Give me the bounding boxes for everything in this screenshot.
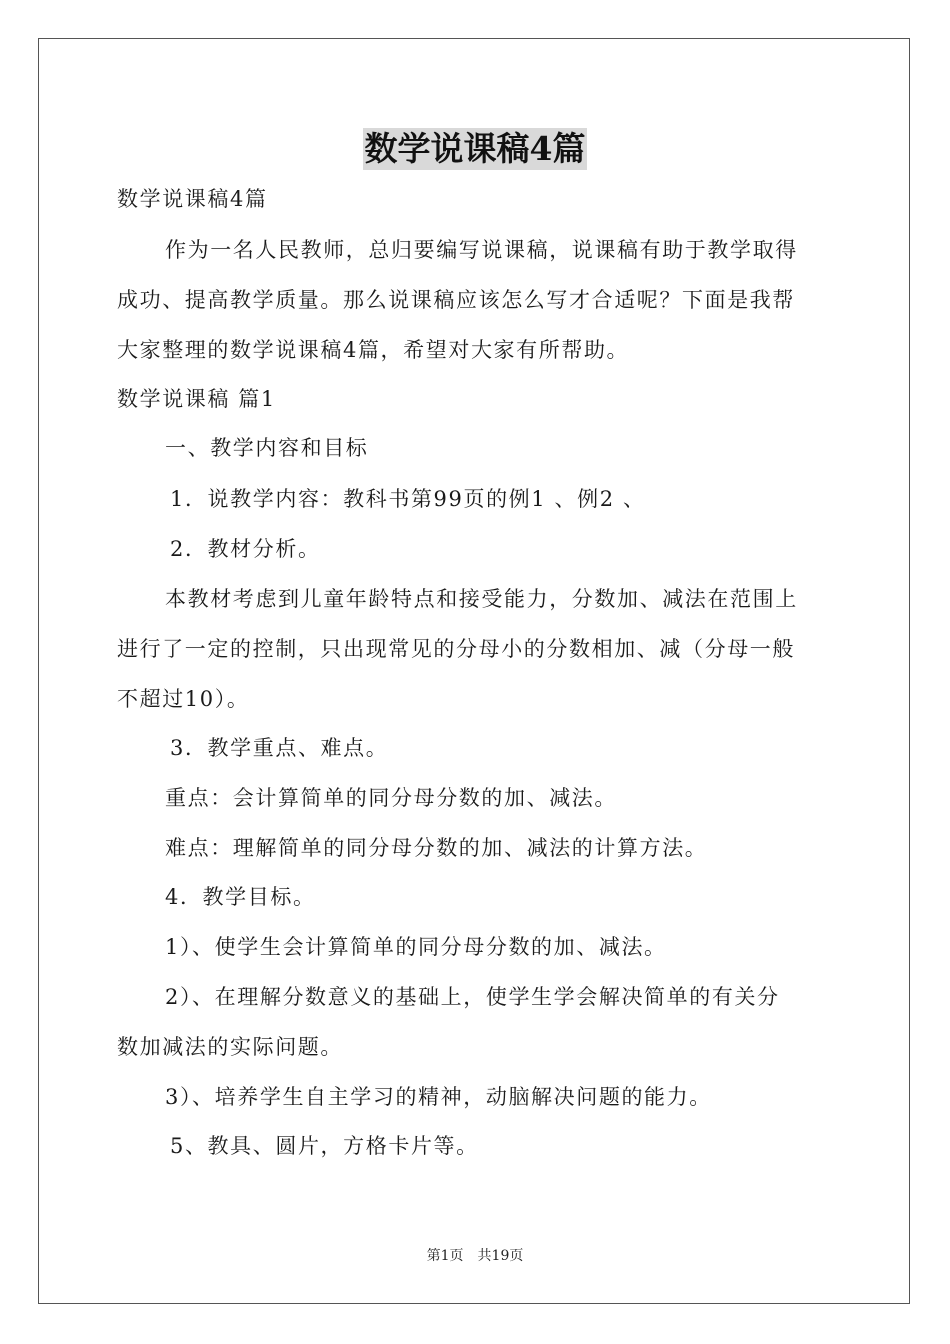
paragraph-line: 1．说教学内容：教科书第99页的例1 、例2 、 xyxy=(170,487,646,511)
paragraph-line: 1）、使学生会计算简单的同分母分数的加、减法。 xyxy=(165,935,667,959)
intro-line-3: 大家整理的数学说课稿4篇，希望对大家有所帮助。 xyxy=(117,338,630,362)
paragraph-line: 3．教学重点、难点。 xyxy=(170,736,389,760)
paragraph-line: 不超过10）。 xyxy=(117,687,250,711)
paragraph-line: 数加减法的实际问题。 xyxy=(117,1035,343,1059)
paragraph-line: 5、教具、圆片，方格卡片等。 xyxy=(170,1134,479,1158)
paragraph-line: 3）、培养学生自主学习的精神，动脑解决问题的能力。 xyxy=(165,1085,712,1109)
paragraph-line: 4．教学目标。 xyxy=(165,885,316,909)
paragraph-line: 一、教学内容和目标 xyxy=(165,436,369,460)
document-title-text: 数学说课稿4篇 xyxy=(364,129,586,168)
document-title xyxy=(0,128,950,170)
paragraph-line: 进行了一定的控制，只出现常见的分母小的分数相加、减（分母一般 xyxy=(117,637,795,661)
page-frame xyxy=(38,38,910,1304)
paragraph-line: 难点：理解简单的同分母分数的加、减法的计算方法。 xyxy=(165,836,708,860)
intro-line-2: 成功、提高教学质量。那么说课稿应该怎么写才合适呢？下面是我帮 xyxy=(117,288,795,312)
doc-subtitle: 数学说课稿4篇 xyxy=(117,187,268,211)
paragraph-line: 2）、在理解分数意义的基础上，使学生学会解决简单的有关分 xyxy=(165,985,780,1009)
section-heading: 数学说课稿 篇1 xyxy=(117,387,276,411)
paragraph-line: 本教材考虑到儿童年龄特点和接受能力，分数加、减法在范围上 xyxy=(165,587,798,611)
intro-line-1: 作为一名人民教师，总归要编写说课稿，说课稿有助于教学取得 xyxy=(165,238,798,262)
page-footer: 第1页 共19页 xyxy=(426,1248,524,1264)
paragraph-line: 2．教材分析。 xyxy=(170,537,321,561)
paragraph-line: 重点：会计算简单的同分母分数的加、减法。 xyxy=(165,786,617,810)
